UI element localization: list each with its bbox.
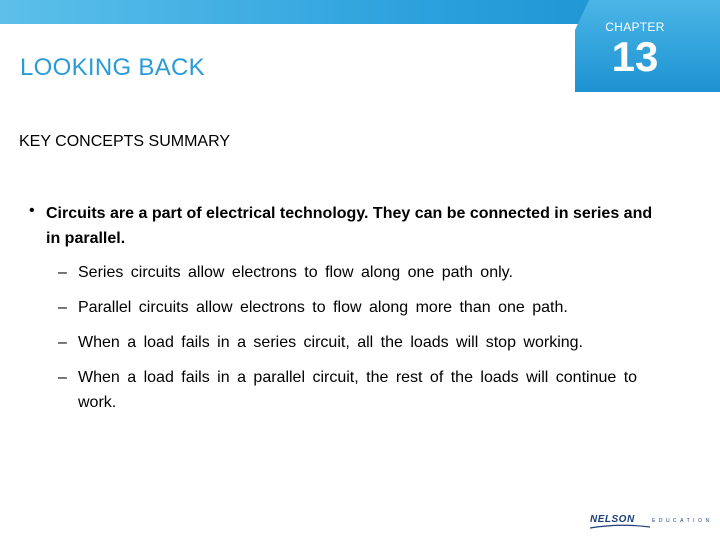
dash-icon: – <box>58 299 67 316</box>
section-subtitle: KEY CONCEPTS SUMMARY <box>19 133 231 150</box>
main-bullet-text: Circuits are a part of electrical technology. They can be connected in series and in parallel. <box>46 205 653 247</box>
sub-point <box>58 330 678 355</box>
logo-wordmark: NELSON <box>590 514 635 525</box>
logo-swoosh-icon <box>590 524 650 530</box>
chapter-label: CHAPTER <box>605 20 665 34</box>
nelson-logo <box>590 514 715 530</box>
dash-icon: – <box>58 264 67 281</box>
logo-subtext: EDUCATION <box>652 518 713 524</box>
dash-icon: – <box>58 369 67 386</box>
sub-point <box>58 295 678 320</box>
bullet-icon: • <box>29 202 35 219</box>
sub-point <box>58 260 678 285</box>
sub-point-text: Series circuits allow electrons to flow along one path only. <box>78 264 513 281</box>
dash-icon: – <box>58 334 67 351</box>
sub-point-text: When a load fails in a series circuit, all the loads will stop working. <box>78 334 583 351</box>
sub-point-text: When a load fails in a parallel circuit, the rest of the loads will continue to work. <box>78 369 638 411</box>
sub-point-text: Parallel circuits allow electrons to flow along more than one path. <box>78 299 568 316</box>
sub-point <box>58 365 658 415</box>
page-title: LOOKING BACK <box>20 54 205 81</box>
chapter-number: 13 <box>611 33 659 80</box>
